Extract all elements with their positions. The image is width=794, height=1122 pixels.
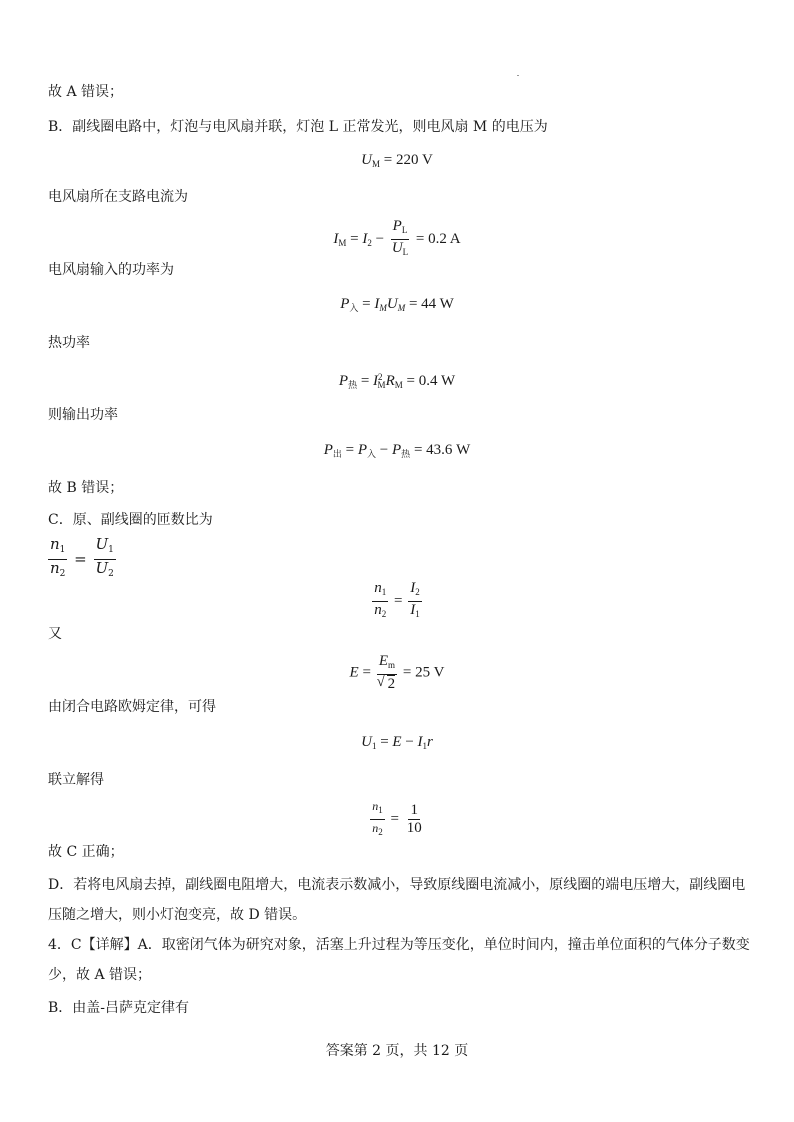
text-line: B．由盖-吕萨克定律有 (48, 1000, 190, 1016)
text-line: 又 (48, 626, 62, 642)
equation-voltage-m: $U_M = 220$ V (361, 152, 433, 169)
text-line: D．若将电风扇去掉，副线圈电阻增大，电流表示数减小，导致原线圈电流减小，原线圈的端电压增大，副线圈电 (48, 877, 746, 893)
equation-heat-power: $P_热 = I^2_MR_M = 0.4$ W (338, 372, 456, 390)
text-line: 热功率 (48, 335, 90, 351)
text-line: 电风扇输入的功率为 (48, 262, 174, 278)
equation-turns-result: $\frac{n_1}{n_2}$ = $\frac{1}{10}$ (372, 799, 422, 837)
text-line: 电风扇所在支路电流为 (48, 189, 188, 205)
page-footer: 答案第 2 页，共 12 页 (325, 1043, 469, 1059)
text-line: C．原、副线圈的匝数比为 (48, 512, 213, 528)
equation-output-power: $P_出 = P_入 - P_热 = 43.6$ W (323, 442, 471, 459)
text-line: 4．C【详解】A．取密闭气体为研究对象，活塞上升过程为等压变化，单位时间内，撞击单位面积的气体分子数变 (48, 937, 750, 953)
equation-emf: E = $E_m$ √ 2 = 25 V (0, 653, 794, 693)
scan-mark (517, 75, 519, 76)
text-line: 故 A 错误； (48, 84, 124, 100)
text-line: 压随之增大，则小灯泡变亮，故 D 错误。 (48, 907, 307, 923)
equation-ohm-law: $U_1 = E - I_1r$ (361, 734, 433, 751)
equation-input-power: $P_入 = I_MU_M = 44$ W (340, 296, 454, 313)
text-line: B．副线圈电路中，灯泡与电风扇并联，灯泡 L 正常发光，则电风扇 M 的电压为 (48, 119, 548, 135)
text-line: 则输出功率 (48, 407, 118, 423)
equation-current-m: $I_M = I_2$ − $\frac{P_L}{U_L}$ = 0.2 A (333, 218, 461, 257)
text-line: 故 B 错误； (48, 480, 124, 496)
equation-turns-ratio-current: $\frac{n_1}{n_2}$ = $\frac{I_2}{I_1}$ (374, 580, 420, 619)
text-line: 联立解得 (48, 772, 104, 788)
equation-turns-ratio-voltage: $\frac{n_1}{n_2}$ = $\frac{U_1}{U_2}$ (50, 535, 114, 579)
text-line: 故 C 正确； (48, 844, 124, 860)
text-line: 少，故 A 错误； (48, 967, 152, 983)
text-line: 由闭合电路欧姆定律，可得 (48, 699, 216, 715)
